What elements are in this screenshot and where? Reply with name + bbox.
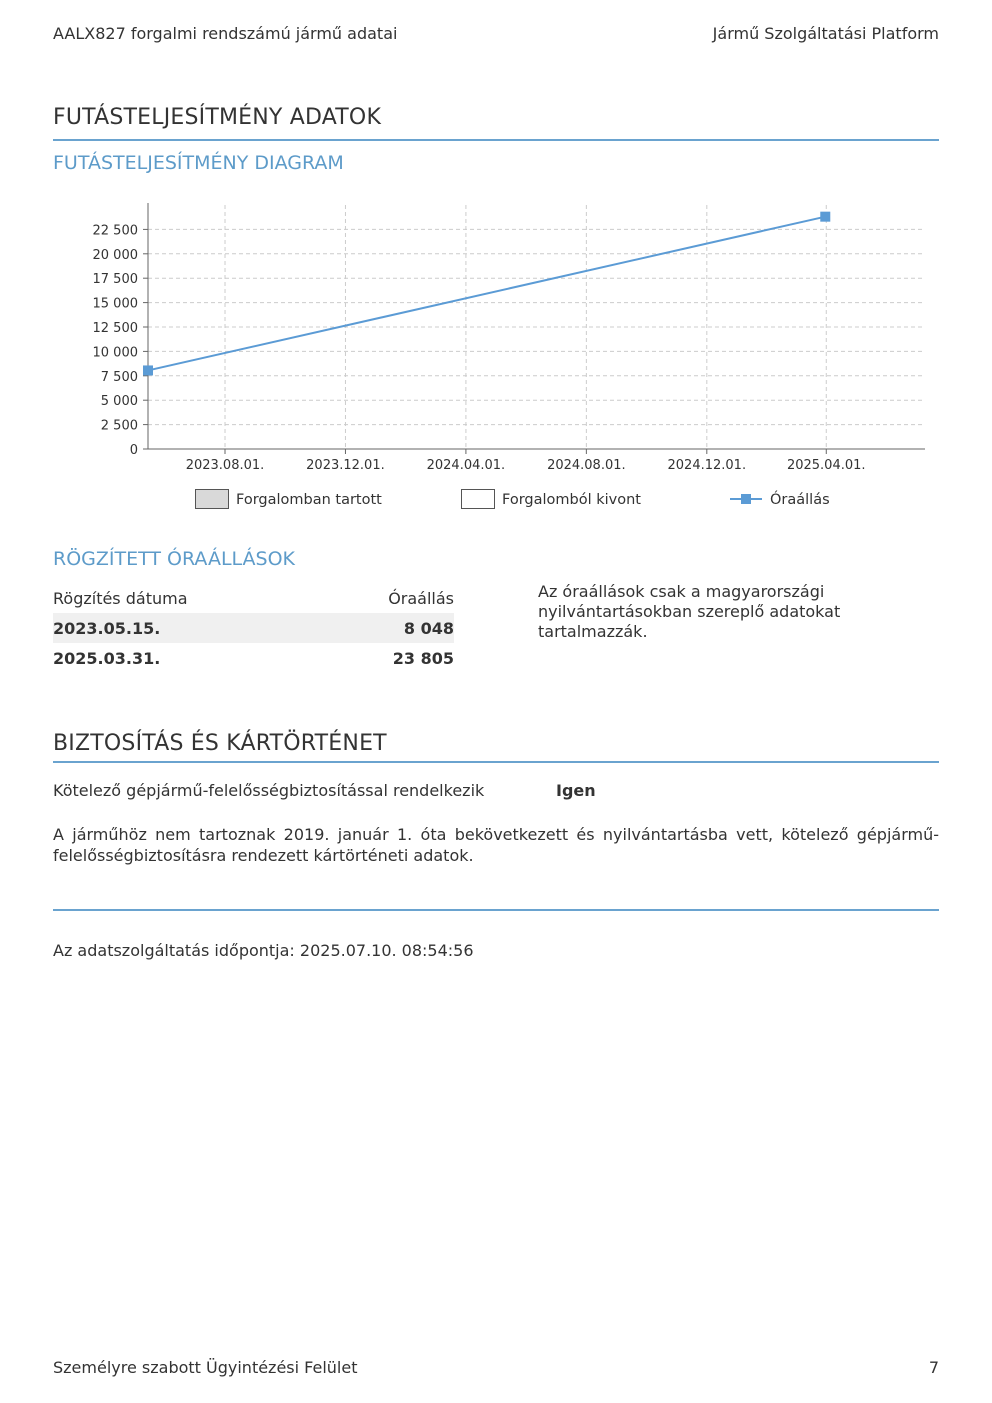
y-tick-label: 15 000 [92, 296, 138, 312]
legend-marker [741, 494, 751, 504]
legend-swatch [196, 490, 229, 509]
chart-grid [148, 205, 925, 449]
x-tick-label: 2025.04.01. [786, 458, 866, 473]
chart-axes [143, 203, 925, 454]
page-number: 7 [928, 1358, 939, 1377]
data-point [820, 212, 830, 222]
section-divider [53, 909, 939, 911]
y-tick-label: 10 000 [92, 345, 138, 361]
mileage-diagram-title: FUTÁSTELJESÍTMÉNY DIAGRAM [53, 152, 344, 174]
insurance-answer: Igen [556, 781, 596, 800]
chart-legend [196, 490, 830, 509]
chart-series [143, 212, 830, 376]
legend-label: Óraállás [770, 492, 830, 508]
data-point [143, 365, 153, 375]
service-timestamp: Az adatszolgáltatás időpontja: 2025.07.10. 08:54:56 [53, 941, 474, 960]
y-tick-label: 7 500 [100, 369, 138, 385]
x-tick-label: 2024.12.01. [667, 458, 747, 473]
chart-x-tick-labels [186, 458, 866, 473]
y-tick-label: 2 500 [100, 418, 138, 434]
records-header-row [53, 583, 454, 613]
document-header-title: AALX827 forgalmi rendszámú jármű adatai [53, 24, 398, 43]
y-tick-label: 22 500 [92, 223, 138, 239]
x-tick-label: 2023.08.01. [185, 458, 265, 473]
records-note: Az óraállások csak a magyarországi nyilvántartásokban szereplő adatokat tartalmazzák. [538, 582, 841, 641]
records-table [53, 583, 454, 673]
legend-label: Forgalomban tartott [236, 492, 382, 508]
insurance-question: Kötelező gépjármű-felelősségbiztosítással rendelkezik [53, 781, 485, 800]
x-tick-label: 2024.08.01. [547, 458, 626, 473]
insurance-paragraph: A járműhöz nem tartoznak 2019. január 1. óta bekövetkezett és nyilvántartásba vett, kötelező gépjármű-felelősségbiztosításra rendezett kártörténeti adatok. [53, 825, 939, 865]
records-col-date: Rögzítés dátuma [53, 588, 188, 608]
x-tick-label: 2024.04.01. [426, 458, 506, 473]
records-col-value: Óraállás [388, 588, 454, 608]
y-tick-label: 12 500 [92, 321, 138, 336]
document-header-platform: Jármű Szolgáltatási Platform [712, 24, 939, 43]
section-divider [53, 761, 939, 763]
record-value: 23 805 [392, 648, 454, 668]
record-date: 2023.05.15. [53, 613, 322, 643]
y-tick-label: 20 000 [92, 247, 138, 263]
x-tick-label: 2023.12.01. [306, 458, 385, 473]
record-date: 2025.03.31. [53, 648, 161, 668]
table-row [53, 613, 454, 643]
mileage-chart [0, 195, 992, 525]
series-line [148, 217, 825, 371]
y-tick-label: 0 [129, 443, 138, 458]
chart-y-tick-labels [93, 223, 139, 458]
section-divider [53, 139, 939, 141]
legend-label: Forgalomból kivont [502, 492, 641, 508]
footer-text: Személyre szabott Ügyintézési Felület [53, 1358, 358, 1377]
records-title: RÖGZÍTETT ÓRAÁLLÁSOK [53, 548, 296, 570]
table-row [53, 643, 454, 673]
y-tick-label: 17 500 [92, 272, 138, 288]
record-value: 8 048 [322, 613, 454, 643]
y-tick-label: 5 000 [100, 394, 138, 410]
records-table-wrapper [53, 583, 454, 673]
legend-swatch [462, 490, 495, 509]
mileage-section-title: FUTÁSTELJESÍTMÉNY ADATOK [53, 105, 382, 130]
insurance-section-title: BIZTOSÍTÁS ÉS KÁRTÖRTÉNET [53, 731, 387, 756]
